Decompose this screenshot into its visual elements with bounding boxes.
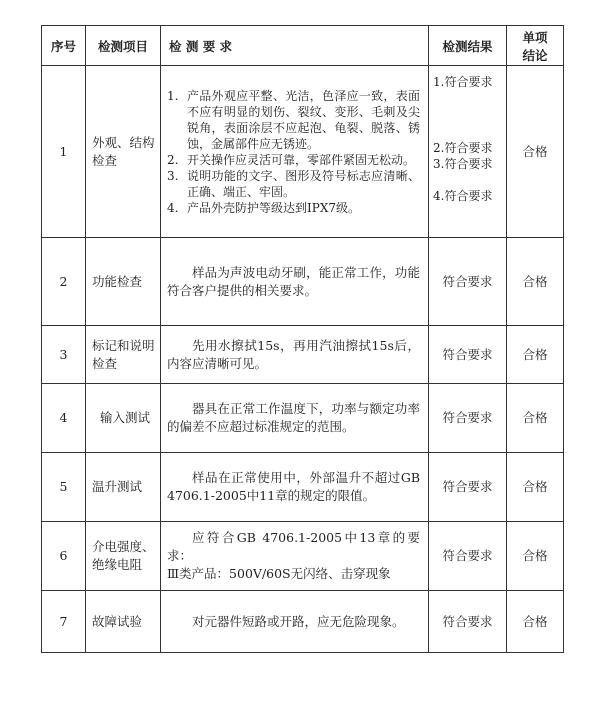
row-item: 温升测试 — [86, 453, 161, 522]
table-header-row — [42, 26, 564, 66]
inspection-table — [41, 25, 564, 653]
row-requirement — [161, 66, 429, 238]
row-item: 标记和说明检查 — [86, 326, 161, 384]
header-result: 检测结果 — [429, 26, 507, 66]
row-item: 功能检查 — [86, 238, 161, 326]
row-no: 4 — [42, 384, 86, 453]
row-no: 3 — [42, 326, 86, 384]
row-conclusion: 合格 — [507, 522, 564, 591]
header-item: 检测项目 — [86, 26, 161, 66]
row-requirement: 先用水擦拭15s，再用汽油擦拭15s后，内容应清晰可见。 — [161, 326, 429, 384]
row-result: 符合要求 — [429, 453, 507, 522]
header-requirement: 检 测 要 求 — [161, 26, 429, 66]
table-row — [42, 522, 564, 591]
row-result: 符合要求 — [429, 384, 507, 453]
row-requirement — [161, 522, 429, 591]
requirement-line: 应符合GB 4706.1-2005中13章的要求： — [167, 530, 420, 563]
row-requirement: 器具在正常工作温度下，功率与额定功率的偏差不应超过标准规定的范围。 — [161, 384, 429, 453]
row-conclusion: 合格 — [507, 384, 564, 453]
table-row — [42, 66, 564, 238]
result-item: 2.符合要求 — [433, 141, 493, 155]
row-requirement: 样品为声波电动牙刷，能正常工作，功能符合客户提供的相关要求。 — [161, 238, 429, 326]
row-result — [429, 66, 507, 238]
row-result: 符合要求 — [429, 591, 507, 653]
row-result: 符合要求 — [429, 522, 507, 591]
row-no: 1 — [42, 66, 86, 238]
requirement-item: 3. 说明功能的文字、图形及符号标志应清晰、正确、端正、牢固。 — [167, 168, 420, 199]
row-conclusion: 合格 — [507, 326, 564, 384]
row-no: 5 — [42, 453, 86, 522]
header-no: 序号 — [42, 26, 86, 66]
row-item: 外观、结构检查 — [86, 66, 161, 238]
requirement-item: 1. 产品外观应平整、光洁，色泽应一致，表面不应有明显的划伤、裂纹、变形、毛刺及尖锐角，表面涂层不应起泡、龟裂、脱落、锈蚀，金属部件应无锈迹。 — [167, 88, 420, 151]
requirement-item: 4. 产品外壳防护等级达到IPX7级。 — [167, 200, 360, 215]
result-item: 4.符合要求 — [433, 189, 493, 203]
table-row — [42, 384, 564, 453]
header-conclusion-line1: 单项 — [522, 29, 548, 45]
row-no: 2 — [42, 238, 86, 326]
row-no: 7 — [42, 591, 86, 653]
result-item: 1.符合要求 — [433, 75, 493, 89]
table-row — [42, 591, 564, 653]
row-item: 故障试验 — [86, 591, 161, 653]
row-result: 符合要求 — [429, 238, 507, 326]
row-conclusion: 合格 — [507, 66, 564, 238]
table-row — [42, 326, 564, 384]
row-result: 符合要求 — [429, 326, 507, 384]
row-item: 输入测试 — [86, 384, 161, 453]
row-conclusion: 合格 — [507, 453, 564, 522]
row-requirement: 样品在正常使用中，外部温升不超过GB 4706.1-2005中11章的规定的限值。 — [161, 453, 429, 522]
row-requirement: 对元器件短路或开路，应无危险现象。 — [161, 591, 429, 653]
table-row — [42, 238, 564, 326]
row-conclusion: 合格 — [507, 591, 564, 653]
table-row — [42, 453, 564, 522]
row-no: 6 — [42, 522, 86, 591]
result-item: 3.符合要求 — [433, 157, 493, 171]
row-item: 介电强度、绝缘电阻 — [86, 522, 161, 591]
requirement-line: Ⅲ类产品：500V/60S无闪络、击穿现象 — [167, 566, 391, 581]
header-conclusion — [507, 26, 564, 66]
row-conclusion: 合格 — [507, 238, 564, 326]
requirement-item: 2. 开关操作应灵活可靠，零部件紧固无松动。 — [167, 152, 416, 167]
header-conclusion-line2: 结论 — [522, 47, 548, 63]
